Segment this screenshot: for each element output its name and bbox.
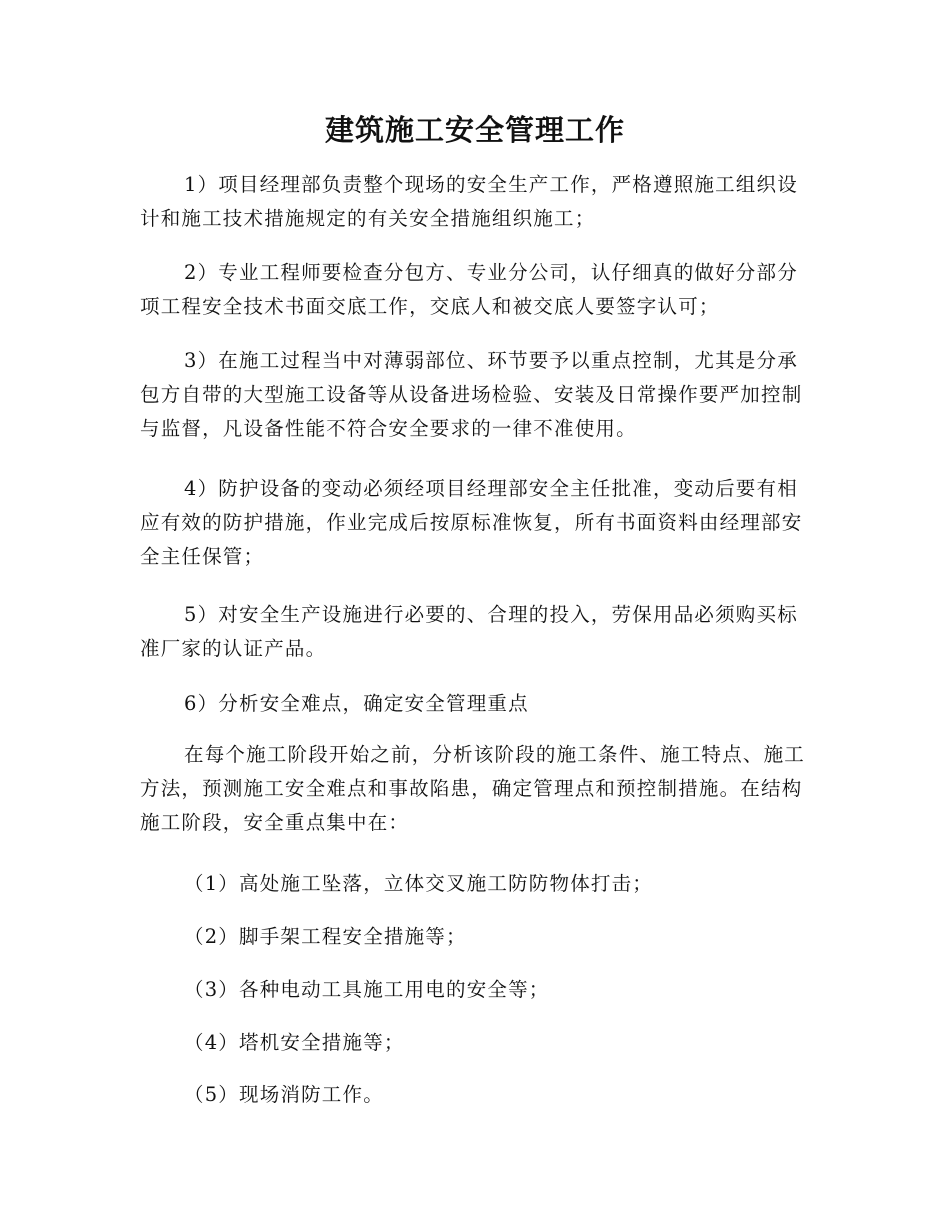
document-title: 建筑施工安全管理工作	[324, 113, 625, 147]
focus-item-4: （4）塔机安全措施等；	[184, 1031, 405, 1054]
paragraph-3: 3）在施工过程当中对薄弱部位、环节要予以重点控制，尤其是分承包方自带的大型施工设备等从设备进场检验、安装及日常操作要严加控制与监督，凡设备性能不符合安全要求的一律不准使用。	[140, 349, 803, 440]
focus-item-3: （3）各种电动工具施工用电的安全等；	[184, 978, 550, 1001]
paragraph-4: 4）防护设备的变动必须经项目经理部安全主任批准，变动后要有相应有效的防护措施，作业完成后按原标准恢复，所有书面资料由经理部安全主任保管；	[140, 477, 803, 568]
focus-item-2: （2）脚手架工程安全措施等；	[184, 925, 467, 948]
paragraph-1: 1）项目经理部负责整个现场的安全生产工作，严格遵照施工组织设计和施工技术措施规定的有关安全措施组织施工；	[140, 173, 798, 230]
focus-item-5: （5）现场消防工作。	[184, 1083, 384, 1106]
focus-item-1: （1）高处施工坠落，立体交叉施工防防物体打击；	[184, 872, 654, 895]
paragraph-5: 5）对安全生产设施进行必要的、合理的投入，劳保用品必须购买标准厂家的认证产品。	[140, 603, 798, 660]
paragraph-2: 2）专业工程师要检查分包方、专业分公司，认仔细真的做好分部分项工程安全技术书面交底工作，交底人和被交底人要签字认可；	[140, 261, 798, 318]
paragraph-6: 6）分析安全难点，确定安全管理重点	[184, 692, 529, 715]
paragraph-7: 在每个施工阶段开始之前，分析该阶段的施工条件、施工特点、施工方法，预测施工安全难点和事故陷患，确定管理点和预控制措施。在结构施工阶段，安全重点集中在：	[140, 743, 806, 834]
